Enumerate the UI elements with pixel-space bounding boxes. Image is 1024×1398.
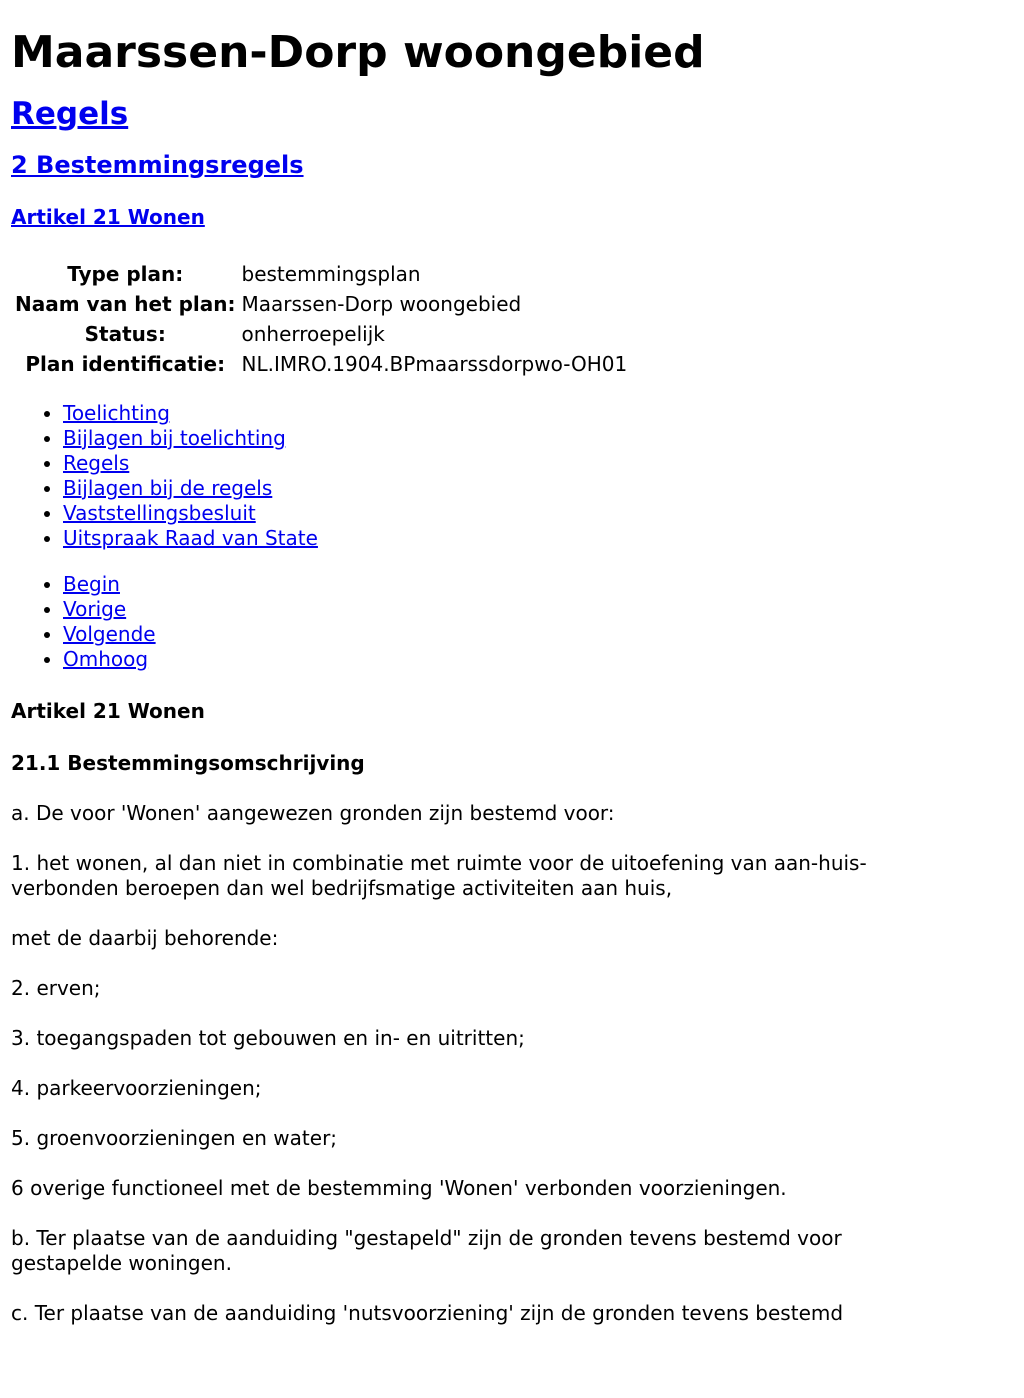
plan-info-label: Plan identificatie: bbox=[25, 352, 226, 376]
plan-info-row bbox=[13, 289, 629, 319]
plan-info-value: NL.IMRO.1904.BPmaarssdorpwo-OH01 bbox=[241, 352, 628, 376]
plan-info-row bbox=[13, 319, 629, 349]
plan-info-row bbox=[13, 349, 629, 379]
breadcrumb-bestemmingsregels-link[interactable]: 2 Bestemmingsregels bbox=[11, 151, 304, 179]
article-paragraph: b. Ter plaatse van de aanduiding "gestapeld" zijn de gronden tevens bestemd voor gestapelde woningen. bbox=[11, 1226, 842, 1275]
nav-link-vorige[interactable]: Vorige bbox=[63, 597, 127, 621]
plan-info-value: onherroepelijk bbox=[241, 322, 385, 346]
plan-info-value: bestemmingsplan bbox=[241, 262, 421, 286]
list-item bbox=[63, 526, 1013, 551]
article-paragraph: 2. erven; bbox=[11, 976, 101, 1000]
article-paragraph: 1. het wonen, al dan niet in combinatie met ruimte voor de uitoefening van aan-huis-verbonden beroepen dan wel bedrijfsmatige activiteiten aan huis, bbox=[11, 851, 867, 900]
breadcrumb-bestemmingsregels-heading bbox=[11, 150, 1013, 180]
page-nav-list bbox=[11, 572, 1013, 672]
article-title: Artikel 21 Wonen bbox=[11, 699, 205, 723]
nav-link-begin[interactable]: Begin bbox=[63, 572, 120, 596]
breadcrumb-artikel-heading bbox=[11, 205, 1013, 230]
nav-link-bijlagen-regels[interactable]: Bijlagen bij de regels bbox=[63, 476, 273, 500]
list-item bbox=[63, 451, 1013, 476]
plan-info-label: Status: bbox=[84, 322, 166, 346]
nav-link-toelichting[interactable]: Toelichting bbox=[63, 401, 170, 425]
article-paragraph: c. Ter plaatse van de aanduiding 'nutsvoorziening' zijn de gronden tevens bestemd bbox=[11, 1301, 844, 1325]
plan-info-label: Type plan: bbox=[67, 262, 184, 286]
nav-link-bijlagen-toelichting[interactable]: Bijlagen bij toelichting bbox=[63, 426, 286, 450]
list-item bbox=[63, 426, 1013, 451]
plan-info-row bbox=[13, 259, 629, 289]
breadcrumb-regels-heading bbox=[11, 95, 1013, 133]
plan-info-label: Naam van het plan: bbox=[15, 292, 236, 316]
list-item bbox=[63, 476, 1013, 501]
nav-link-regels[interactable]: Regels bbox=[63, 451, 130, 475]
article-paragraph: 3. toegangspaden tot gebouwen en in- en uitritten; bbox=[11, 1026, 525, 1050]
list-item bbox=[63, 622, 1013, 647]
list-item bbox=[63, 572, 1013, 597]
article-paragraph: 4. parkeervoorzieningen; bbox=[11, 1076, 262, 1100]
article-paragraph: 6 overige functioneel met de bestemming 'Wonen' verbonden voorzieningen. bbox=[11, 1176, 787, 1200]
list-item bbox=[63, 401, 1013, 426]
plan-info-value: Maarssen-Dorp woongebied bbox=[241, 292, 522, 316]
nav-link-uitspraak-raad-van-state[interactable]: Uitspraak Raad van State bbox=[63, 526, 318, 550]
nav-link-omhoog[interactable]: Omhoog bbox=[63, 647, 149, 671]
section-title: 21.1 Bestemmingsomschrijving bbox=[11, 751, 365, 775]
breadcrumb-regels-link[interactable]: Regels bbox=[11, 96, 129, 132]
document-nav-list bbox=[11, 401, 1013, 551]
page-title: Maarssen-Dorp woongebied bbox=[11, 27, 705, 78]
breadcrumb-artikel-link[interactable]: Artikel 21 Wonen bbox=[11, 205, 205, 229]
nav-link-volgende[interactable]: Volgende bbox=[63, 622, 156, 646]
nav-link-vaststellingsbesluit[interactable]: Vaststellingsbesluit bbox=[63, 501, 256, 525]
article-paragraph: 5. groenvoorzieningen en water; bbox=[11, 1126, 338, 1150]
article-paragraph: met de daarbij behorende: bbox=[11, 926, 279, 950]
list-item bbox=[63, 501, 1013, 526]
plan-info-table bbox=[11, 259, 631, 379]
article-paragraph: a. De voor 'Wonen' aangewezen gronden zijn bestemd voor: bbox=[11, 801, 615, 825]
list-item bbox=[63, 597, 1013, 622]
document-page bbox=[0, 27, 1024, 1326]
list-item bbox=[63, 647, 1013, 672]
